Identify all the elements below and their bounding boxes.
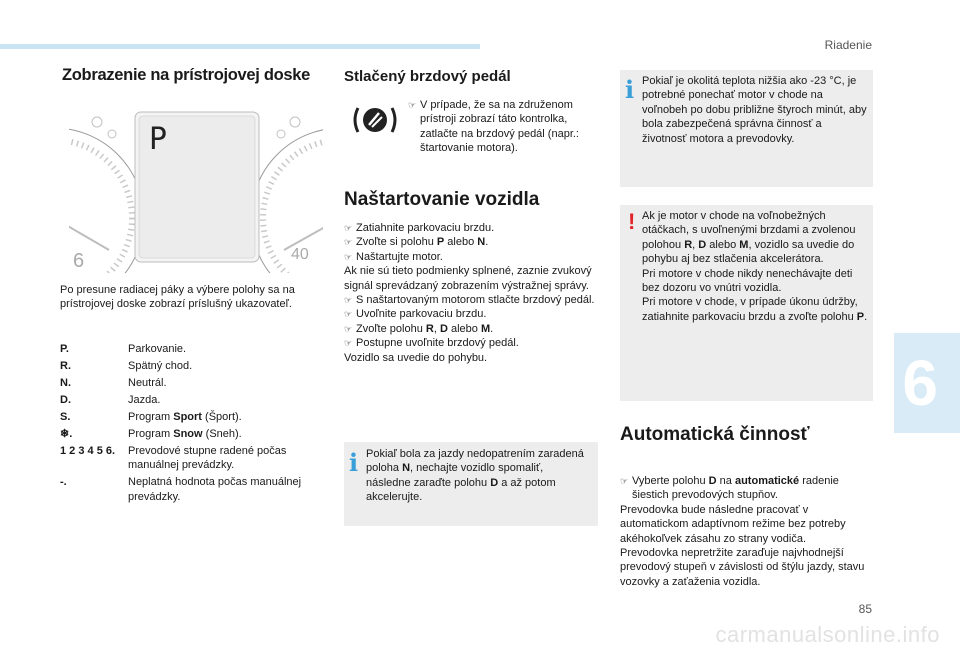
legend-value: Neutrál.: [128, 377, 167, 389]
legend-key: -.: [60, 476, 67, 489]
start-section-title: Naštartovanie vozidla: [344, 189, 540, 210]
arrow-bullet-icon: ☞: [344, 323, 353, 334]
header-bar: [0, 44, 480, 49]
legend-value: Neplatná hodnota počas manuálnej prevádzky.: [128, 476, 302, 503]
brake-pedal-warning-icon: [350, 100, 400, 140]
dashboard-drawing: [69, 100, 323, 273]
legend-value: Program Snow (Sneh).: [128, 428, 242, 440]
legend-value: Parkovanie.: [128, 343, 187, 355]
arrow-bullet-icon: ☞: [344, 223, 353, 233]
list-item: ☞ Postupne uvoľnite brzdový pedál.: [344, 337, 519, 350]
legend-row: [60, 359, 320, 373]
legend-row: [60, 376, 320, 390]
arrow-bullet-icon: ☞: [344, 309, 353, 320]
legend-key: R.: [60, 360, 71, 372]
info-icon: i: [349, 448, 359, 477]
page-number: 85: [858, 602, 872, 616]
gear-indicator: P: [149, 122, 168, 157]
legend-row: [60, 475, 320, 504]
auto-paragraph: Prevodovka nepretržite zaraďuje najvhodnejší prevodový stupeň v závislosti od štýlu jazdy, stavu vozovky a zaťaženia vozidla.: [620, 547, 865, 588]
legend-value: Prevodové stupne radené počas manuálnej prevádzky.: [128, 445, 287, 472]
legend-key: D.: [60, 394, 71, 406]
header-section-label: Riadenie: [824, 38, 872, 52]
brake-section-title: Stlačený brzdový pedál: [344, 68, 511, 85]
info-icon: i: [625, 75, 635, 104]
legend-key: S.: [60, 411, 71, 423]
list-item: ☞ S naštartovaným motorom stlačte brzdový pedál.: [344, 294, 595, 307]
info-box-neutral: i Pokiaľ bola za jazdy nedopatrením zaradená poloha N, nechajte vozidlo spomaliť, následne zaraďte polohu D a až potom akcelerujte.: [344, 442, 598, 526]
gear-legend: [60, 342, 320, 507]
fail-note: Ak nie sú tieto podmienky splnené, zaznie zvukový signál sprevádzaný zobrazením výstražnej správy.: [344, 265, 592, 292]
legend-key: 1 2 3 4 5 6.: [60, 445, 116, 457]
info-box-cold: i Pokiaľ je okolitá teplota nižšia ako -23 °C, je potrebné ponechať motor v chode na voľnobeh po dobu približne štyroch minút, aby bola zabezpečená správna činnosť a životnosť motora a prevodovky.: [620, 70, 873, 187]
list-item: ☞ Zatiahnite parkovaciu brzdu.: [344, 222, 495, 234]
legend-row: [60, 342, 320, 356]
warning-box: ! Ak je motor v chode na voľnobežných otáčkach, s uvoľnenými brzdami a zvolenou polohou R, D alebo M, vozidlo sa uvedie do pohybu aj bez stlačenia akcelerátora. Pri motore v chode nikdy nenechávajte deti bez dozoru vo vnútri vozidla. Pri motore v chode, v prípade úkonu údržby, zatiahnite parkovaciu brzdu a zvoľte polohu P.: [620, 205, 873, 401]
legend-row: [60, 393, 320, 407]
arrow-bullet-icon: ☞: [408, 100, 417, 110]
section-title-display: Zobrazenie na prístrojovej doske: [62, 66, 311, 84]
legend-row: [60, 444, 320, 473]
legend-value: Spätný chod.: [128, 360, 193, 372]
arrow-bullet-icon: ☞: [344, 295, 353, 306]
snowflake-icon: ❄.: [60, 428, 73, 440]
legend-value: Jazda.: [128, 394, 161, 406]
display-intro: Po presune radiacej páky a výbere polohy sa na prístrojovej doske zobrazí príslušný ukazovateľ.: [60, 284, 295, 311]
list-item: ☞ Zvoľte si polohu P alebo N.: [344, 236, 489, 249]
arrow-bullet-icon: ☞: [344, 251, 353, 262]
start-steps: [344, 221, 596, 365]
arrow-bullet-icon: ☞: [344, 338, 353, 349]
legend-key: P.: [60, 343, 69, 355]
legend-value: Program Sport (Šport).: [128, 411, 242, 423]
dash-number-right: 40: [291, 246, 309, 263]
legend-row: [60, 410, 320, 424]
move-note: Vozidlo sa uvedie do pohybu.: [344, 351, 488, 364]
legend-row: [60, 427, 320, 441]
auto-section-title: Automatická činnosť: [620, 424, 810, 445]
dash-number-left: 6: [73, 250, 85, 272]
warning-icon: !: [628, 209, 636, 234]
arrow-bullet-icon: ☞: [344, 237, 353, 248]
chapter-number: 6: [902, 347, 938, 419]
auto-content: [620, 474, 875, 589]
list-item: ☞ Vyberte polohu D na automatické radenie šiestich prevodových stupňov.: [620, 475, 839, 502]
list-item: ☞ Uvoľnite parkovaciu brzdu.: [344, 308, 487, 321]
watermark: carmanualsonline.info: [715, 622, 940, 647]
brake-note: ☞ V prípade, že sa na združenom prístroji zobrazí táto kontrolka, zatlačte na brzdový pedál (napr.: štartovanie motora).: [408, 99, 579, 155]
list-item: ☞ Zvoľte polohu R, D alebo M.: [344, 322, 494, 335]
legend-key: N.: [60, 377, 71, 389]
instrument-panel-illustration: [69, 100, 323, 273]
arrow-bullet-icon: ☞: [620, 476, 629, 486]
auto-paragraph: Prevodovka bude následne pracovať v automatickom adaptívnom režime bez potreby akéhokoľvek zásahu zo strany vodiča.: [620, 503, 846, 545]
list-item: ☞ Naštartujte motor.: [344, 250, 443, 263]
